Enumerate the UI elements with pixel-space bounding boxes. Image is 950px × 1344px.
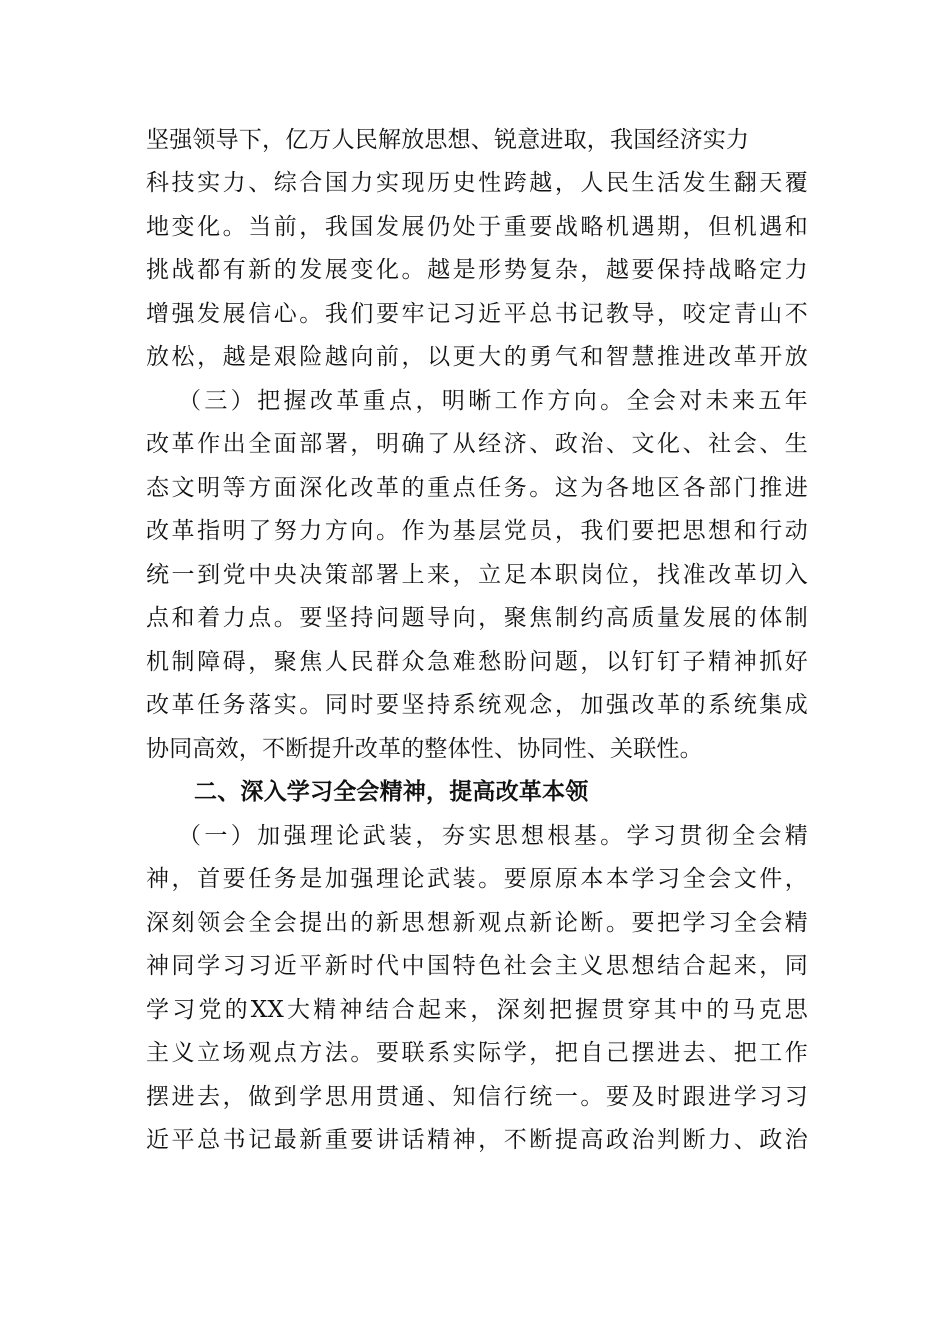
text-line: 点和着力点。要坚持问题导向，聚焦制约高质量发展的体制	[146, 605, 808, 631]
text-line: 科技实力、综合国力实现历史性跨越，人民生活发生翻天覆	[146, 170, 808, 196]
paragraph-start-line: （三）把握改革重点，明晰工作方向。全会对未来五年	[178, 388, 808, 414]
text-line: 改革指明了努力方向。作为基层党员，我们要把思想和行动	[146, 518, 808, 544]
text-line: 改革作出全面部署，明确了从经济、政治、文化、社会、生	[146, 431, 808, 457]
text-line: 放松，越是艰险越向前，以更大的勇气和智慧推进改革开放	[146, 344, 808, 370]
text-line: 地变化。当前，我国发展仍处于重要战略机遇期，但机遇和	[146, 214, 808, 240]
text-line: 神同学习习近平新时代中国特色社会主义思想结合起来，同	[146, 953, 808, 979]
text-line: 坚强领导下，亿万人民解放思想、锐意进取，我国经济实力	[146, 127, 750, 153]
text-line: 统一到党中央决策部署上来，立足本职岗位，找准改革切入	[146, 562, 808, 588]
text-line: 态文明等方面深化改革的重点任务。这为各地区各部门推进	[146, 475, 808, 501]
text-line: 深刻领会全会提出的新思想新观点新论断。要把学习全会精	[146, 910, 808, 936]
text-line: 改革任务落实。同时要坚持系统观念，加强改革的系统集成	[146, 692, 808, 718]
section-heading: 二、深入学习全会精神，提高改革本领	[194, 779, 589, 805]
text-line: 摆进去，做到学思用贯通、知信行统一。要及时跟进学习习	[146, 1084, 808, 1110]
text-line: 挑战都有新的发展变化。越是形势复杂，越要保持战略定力	[146, 257, 808, 283]
text-line: 主义立场观点方法。要联系实际学，把自己摆进去、把工作	[146, 1040, 808, 1066]
text-line: 神，首要任务是加强理论武装。要原原本本学习全会文件，	[146, 866, 808, 892]
text-line: 协同高效，不断提升改革的整体性、协同性、关联性。	[146, 736, 703, 762]
text-line: 增强发展信心。我们要牢记习近平总书记教导，咬定青山不	[146, 301, 808, 327]
text-line: 机制障碍，聚焦人民群众急难愁盼问题，以钉钉子精神抓好	[146, 649, 808, 675]
text-line: 近平总书记最新重要讲话精神，不断提高政治判断力、政治	[146, 1127, 808, 1153]
paragraph-start-line: （一）加强理论武装，夯实思想根基。学习贯彻全会精	[178, 823, 808, 849]
text-line: 学习党的XX大精神结合起来，深刻把握贯穿其中的马克思	[146, 997, 808, 1023]
